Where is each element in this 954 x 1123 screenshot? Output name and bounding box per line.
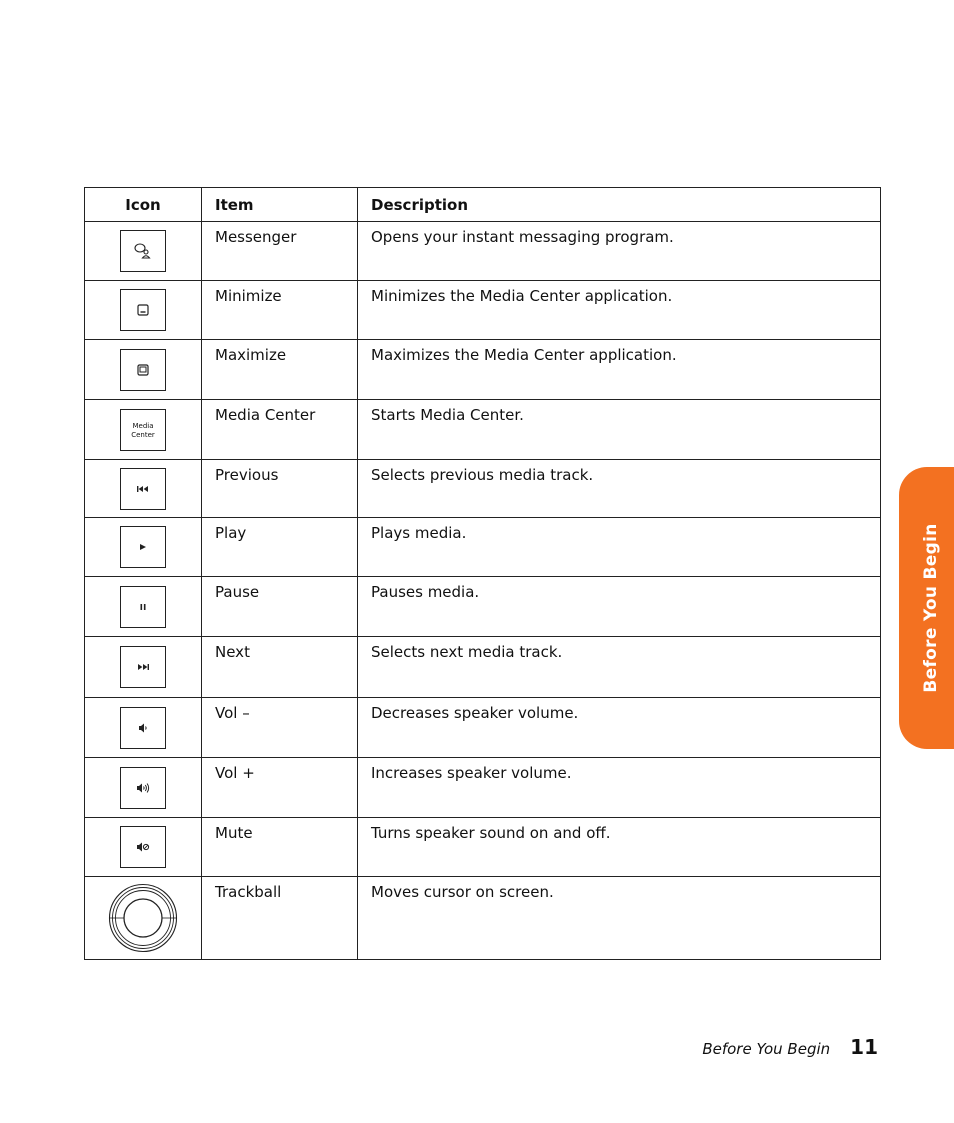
header-icon: Icon [85,188,202,222]
row-description: Decreases speaker volume. [358,698,881,758]
row-description: Maximizes the Media Center application. [358,340,881,400]
messenger-icon [120,230,166,272]
table-row [85,818,881,877]
header-description: Description [358,188,881,222]
header-item: Item [202,188,358,222]
row-item: Play [202,518,358,577]
table-row [85,577,881,637]
row-item: Minimize [202,281,358,340]
row-item: Vol – [202,698,358,758]
row-description: Plays media. [358,518,881,577]
media-center-icon-label: Media Center [131,421,155,439]
table-row [85,460,881,518]
table-row [85,281,881,340]
row-item: Trackball [202,877,358,960]
row-description: Minimizes the Media Center application. [358,281,881,340]
row-description: Increases speaker volume. [358,758,881,818]
table-row [85,698,881,758]
table-header-row [85,188,881,222]
footer-section-title: Before You Begin [702,1040,831,1058]
section-side-tab [899,467,954,749]
row-description: Opens your instant messaging program. [358,222,881,281]
remote-buttons-table [84,187,881,960]
row-item: Media Center [202,400,358,460]
mute-icon [120,826,166,868]
row-item: Previous [202,460,358,518]
pause-icon [120,586,166,628]
next-icon [120,646,166,688]
row-description: Selects next media track. [358,637,881,698]
trackball-icon [108,883,178,953]
maximize-icon [120,349,166,391]
table-row [85,400,881,460]
page-footer [702,1035,878,1059]
row-item: Vol + [202,758,358,818]
row-description: Turns speaker sound on and off. [358,818,881,877]
media-center-icon [120,409,166,451]
row-item: Messenger [202,222,358,281]
table-row [85,518,881,577]
table-row [85,222,881,281]
table-row [85,637,881,698]
row-item: Maximize [202,340,358,400]
row-description: Moves cursor on screen. [358,877,881,960]
row-item: Mute [202,818,358,877]
row-item: Pause [202,577,358,637]
page-number: 11 [850,1035,878,1059]
volume-down-icon [120,707,166,749]
row-description: Pauses media. [358,577,881,637]
play-icon [120,526,166,568]
minimize-icon [120,289,166,331]
row-description: Starts Media Center. [358,400,881,460]
previous-icon [120,468,166,510]
volume-up-icon [120,767,166,809]
table-row [85,340,881,400]
table-row [85,758,881,818]
row-item: Next [202,637,358,698]
row-description: Selects previous media track. [358,460,881,518]
section-side-tab-label: Before You Begin [921,523,941,693]
table-row [85,877,881,960]
